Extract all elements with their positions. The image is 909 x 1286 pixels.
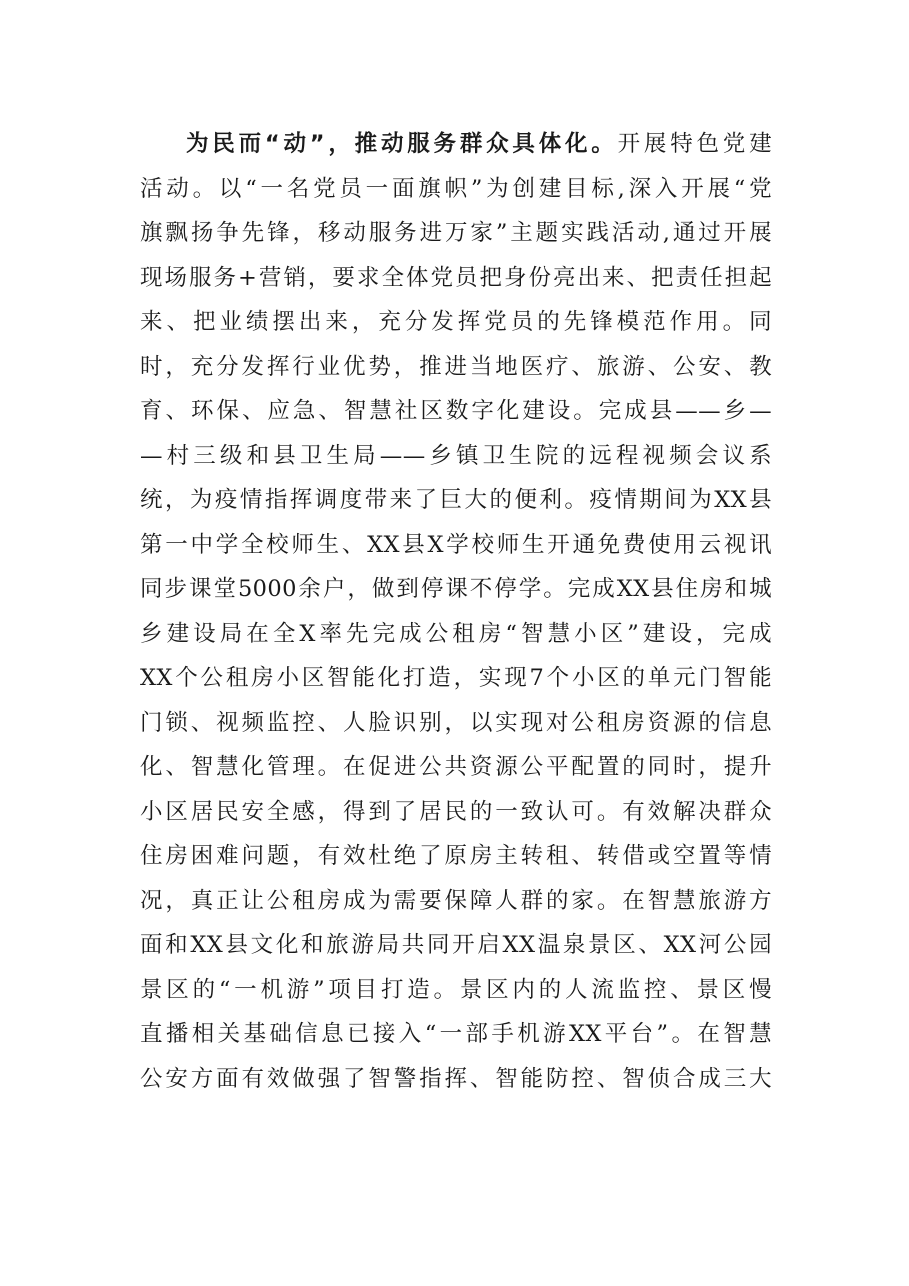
paragraph-line-14: 门锁、视频监控、人脸识别，以实现对公租房资源的信息 xyxy=(140,709,772,736)
paragraph-line-17: 住房困难问题，有效杜绝了原房主转租、转借或空置等情 xyxy=(140,843,772,869)
paragraph-line-11: 同步课堂5000余户，做到停课不停学。完成XX县住房和城 xyxy=(140,576,772,602)
paragraph-line-12: 乡建设局在全X率先完成公租房“智慧小区”建设，完成 xyxy=(140,620,772,647)
paragraph-line-15: 化、智慧化管理。在促进公共资源公平配置的同时，提升 xyxy=(140,754,772,780)
paragraph-line-21: 直播相关基础信息已接入“一部手机游XX平台”。在智慧 xyxy=(140,1021,772,1047)
paragraph-line-8: —村三级和县卫生局——乡镇卫生院的远程视频会议系 xyxy=(140,442,772,469)
paragraph-line-19: 面和XX县文化和旅游局共同开启XX温泉景区、XX河公园 xyxy=(140,932,772,958)
line-text-0: 开展特色党建 xyxy=(617,131,772,157)
paragraph-line-6: 时，充分发挥行业优势，推进当地医疗、旅游、公安、教 xyxy=(140,353,772,380)
body-paragraph xyxy=(140,122,772,1101)
paragraph-line-4: 现场服务+营销，要求全体党员把身份亮出来、把责任担起 xyxy=(140,264,772,291)
paragraph-line-10: 第一中学全校师生、XX县X学校师生开通免费使用云视讯 xyxy=(140,531,772,558)
paragraph-line-20: 景区的“一机游”项目打造。景区内的人流监控、景区慢 xyxy=(140,976,772,1003)
paragraph-heading: 为民而“动”，推动服务群众具体化。 xyxy=(186,131,618,157)
paragraph-line-2: 活动。以“一名党员一面旗帜”为创建目标,深入开展“党 xyxy=(140,175,772,202)
paragraph-line-13: XX个公租房小区智能化打造，实现7个小区的单元门智能 xyxy=(140,665,772,691)
paragraph-line-18: 况，真正让公租房成为需要保障人群的家。在智慧旅游方 xyxy=(140,887,772,914)
paragraph-line-1 xyxy=(140,122,772,167)
paragraph-line-16: 小区居民安全感，得到了居民的一致认可。有效解决群众 xyxy=(140,798,772,825)
paragraph-line-5: 来、把业绩摆出来，充分发挥党员的先锋模范作用。同 xyxy=(140,309,772,335)
paragraph-line-7: 育、环保、应急、智慧社区数字化建设。完成县——乡— xyxy=(140,398,772,424)
paragraph-line-3: 旗飘扬争先锋，移动服务进万家”主题实践活动,通过开展 xyxy=(140,220,772,246)
paragraph-line-22: 公安方面有效做强了智警指挥、智能防控、智侦合成三大 xyxy=(140,1065,772,1092)
paragraph-line-9: 统，为疫情指挥调度带来了巨大的便利。疫情期间为XX县 xyxy=(140,487,772,513)
